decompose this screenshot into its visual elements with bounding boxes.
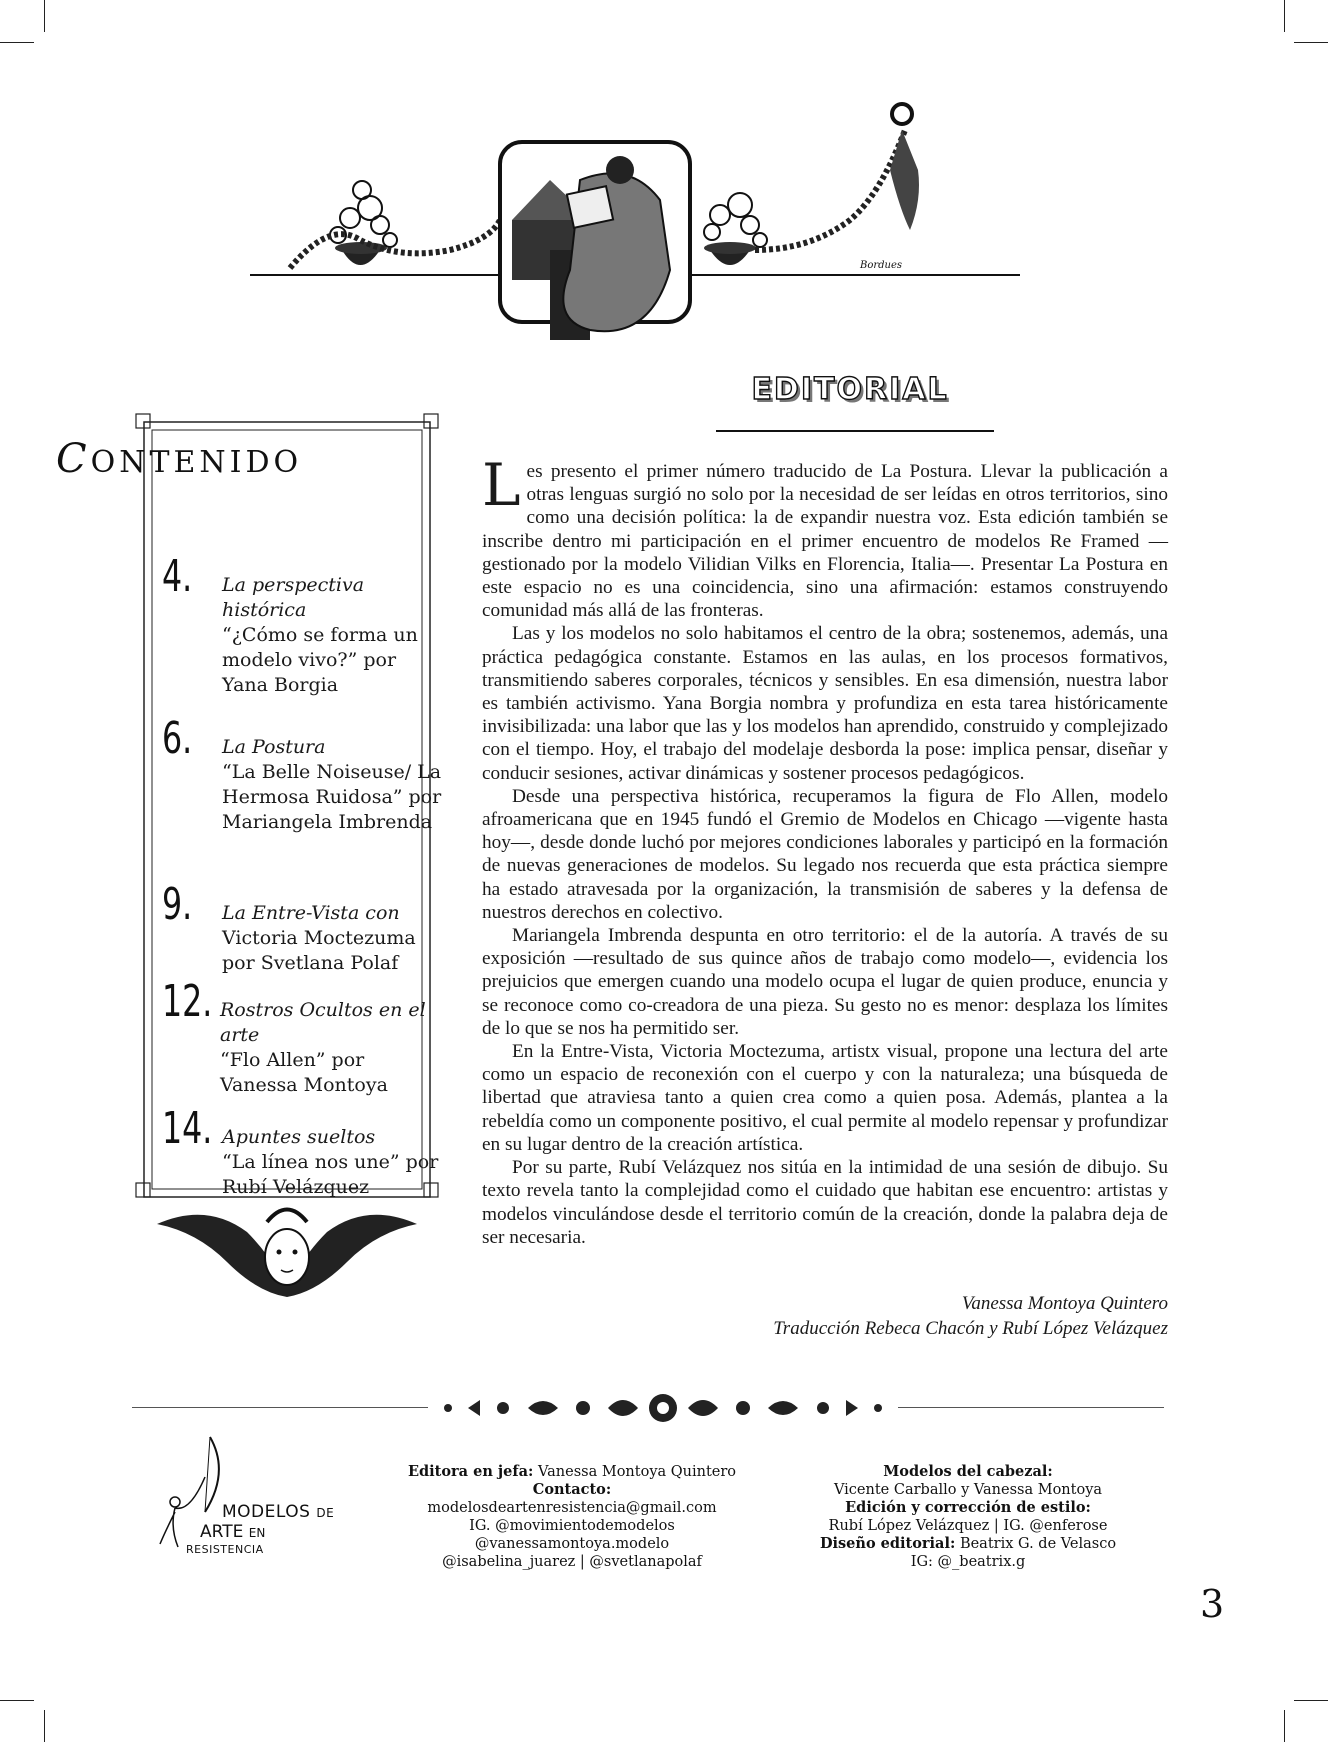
signature-translation: Traducción Rebeca Chacón y Rubí López Velázquez — [773, 1318, 1168, 1339]
toc-article: “La Belle Noiseuse/ La Hermosa Ruidosa” por Mariangela Imbrenda — [222, 761, 442, 833]
credits-left: Editora en jefa: Vanessa Montoya Quintero Contacto: modelosdeartenresistencia@gmail.com IG. @movimientodemodelos @vanessamontoya.modelo @isabelina_juarez | @svetlanapolaf — [392, 1463, 752, 1571]
editorial-heading: EDITORIAL — [751, 372, 949, 407]
signature-author: Vanessa Montoya Quintero — [961, 1293, 1168, 1314]
toc-section: Apuntes sueltos — [222, 1126, 376, 1148]
toc-article: Victoria Moctezuma por Svetlana Polaf — [222, 927, 416, 974]
editorial-paragraph: En la Entre-Vista, Victoria Moctezuma, artistx visual, propone una lectura del arte como un espacio de reconexión con el cuerpo y con la naturaleza; una búsqueda de libertad que atraviesa tanto a quien crea como a quien posa. Además, plantea a la rebeldía como un componente positivo, el cual permite al modelo repensar y profundizar en su lugar dentro de la creación artística. — [482, 1041, 1168, 1155]
toc-section: La Postura — [222, 736, 326, 758]
toc-page-number: 12. — [162, 976, 213, 1027]
crop-mark — [0, 1700, 34, 1701]
editorial-paragraph: Las y los modelos no solo habitamos el centro de la obra; sostenemos, además, una práctica pedagógica constante. Estamos en las aulas, en los procesos formativos, transmitiendo saberes corporales, técnicos y sensibles. En esa dimensión, nuestra labor es también activismo. Yana Borgia nombra y profundiza en esta tarea históricamente invisibilizada: una labor que las y los modelos han aprendido, construido y complejizado con el tiempo. Hoy, el trabajo del modelaje desborda la pose: implica pensar, diseñar y conducir sesiones, activar dinámicas y sostener procesos pedagógicos. — [482, 623, 1168, 784]
toc-page-number: 9. — [162, 879, 193, 930]
toc-article: “¿Cómo se forma un modelo vivo?” por Yana Borgia — [222, 624, 418, 696]
toc-article: “Flo Allen” por Vanessa Montoya — [220, 1049, 388, 1096]
mascaron-ornament-icon — [157, 1210, 417, 1298]
instagram-handle[interactable]: @isabelina_juarez | @svetlanapolaf — [442, 1554, 702, 1570]
crop-mark — [1284, 1710, 1285, 1742]
crop-mark — [44, 1710, 45, 1742]
contents-title-rest: ONTENIDO — [90, 445, 303, 480]
toc-page-number: 14. — [162, 1103, 213, 1154]
crop-mark — [1294, 42, 1328, 43]
contact-email[interactable]: modelosdeartenresistencia@gmail.com — [427, 1500, 717, 1516]
artist-signature: Bordues — [860, 260, 903, 271]
crop-mark — [44, 0, 45, 32]
credits-right: Modelos del cabezal: Vicente Carballo y Vanessa Montoya Edición y corrección de estilo: Rubí López Velázquez | IG. @enferose Diseño editorial: Beatrix G. de Velasco IG: @_beatrix.g — [808, 1463, 1128, 1571]
crop-mark — [1284, 0, 1285, 32]
editorial-paragraph: Desde una perspectiva histórica, recuperamos la figura de Flo Allen, modelo afroamericana que en 1945 fundó el Gremio de Modelos en Chicago —vigente hasta hoy—, desde donde luchó por mejores condiciones laborales y participó en la formación de nuevas generaciones de modelos. Su legado nos recuerda que esta práctica siempre ha estado atravesada por la organización, la transmisión de saberes y la defensa de nuestros derechos en colectivo. — [482, 785, 1168, 923]
flower-urn-right-icon — [704, 104, 919, 265]
header-illustration — [250, 100, 1020, 370]
flower-urn-left-icon — [290, 181, 500, 268]
editorial-paragraph: Por su parte, Rubí Velázquez nos sitúa en la intimidad de una sesión de dibujo. Su texto revela tanto la complejidad como el cuidado que habitan ese encuentro: artistas y modelos vinculándose desde el territorio común de la creación, donde la palabra deja de ser necesaria. — [482, 1157, 1168, 1248]
editorial-underline — [716, 430, 994, 432]
drop-cap: L — [482, 451, 521, 519]
contents-title-cap: C — [56, 436, 91, 482]
instagram-handle[interactable]: @vanessamontoya.modelo — [474, 1536, 670, 1552]
toc-article: “La línea nos une” por Rubí Velázquez — [222, 1151, 439, 1198]
editorial-signature — [482, 1291, 1168, 1341]
contents-title — [0, 436, 440, 482]
editorial-paragraph: Les presento el primer número traducido de La Postura. Llevar la publicación a otras lenguas surgió no solo por la necesidad de ser leídas en otros territorios, sino como una decisión política: la de expandir nuestra voz. Esta edición también se inscribe dentro mi participación en el primer encuentro de modelos Re Framed —gestionado por la modelo Vilidian Vilks en Florencia, Italia—. Presentar La Postura en este espacio no es una coincidencia, sino una afirmación: estamos construyendo comunidad más allá de las fronteras. — [482, 451, 1168, 622]
editorial-body — [482, 451, 1168, 1249]
logo-wordmark: MODELOS DE ARTE EN RESISTENCIA — [186, 1502, 335, 1556]
crop-mark — [1294, 1700, 1328, 1701]
reading-woman-vignette — [500, 142, 690, 340]
toc-section: La Entre-Vista con — [222, 902, 400, 924]
crop-mark — [0, 42, 34, 43]
instagram-handle[interactable]: IG: @_beatrix.g — [910, 1554, 1026, 1570]
toc-page-number: 4. — [162, 551, 193, 602]
toc-section: La perspectiva histórica — [222, 574, 365, 621]
floral-ornament-icon — [428, 1386, 898, 1430]
page-number: 3 — [1200, 1582, 1225, 1626]
toc-section: Rostros Ocultos en el arte — [220, 999, 426, 1046]
toc-page-number: 6. — [162, 713, 193, 764]
editorial-paragraph: Mariangela Imbrenda despunta en otro territorio: el de la autoría. A través de su exposición —resultado de sus quince años de trabajo como modelo—, evidencia los prejuicios que emergen cuando una modelo ocupa el lugar de quien produce, enuncia y se reconoce como co-creadora de una pieza. Su gesto no es menor: desplaza los límites de lo que se nos ha permitido ser. — [482, 925, 1168, 1039]
instagram-handle[interactable]: IG. @movimientodemodelos — [469, 1518, 675, 1534]
